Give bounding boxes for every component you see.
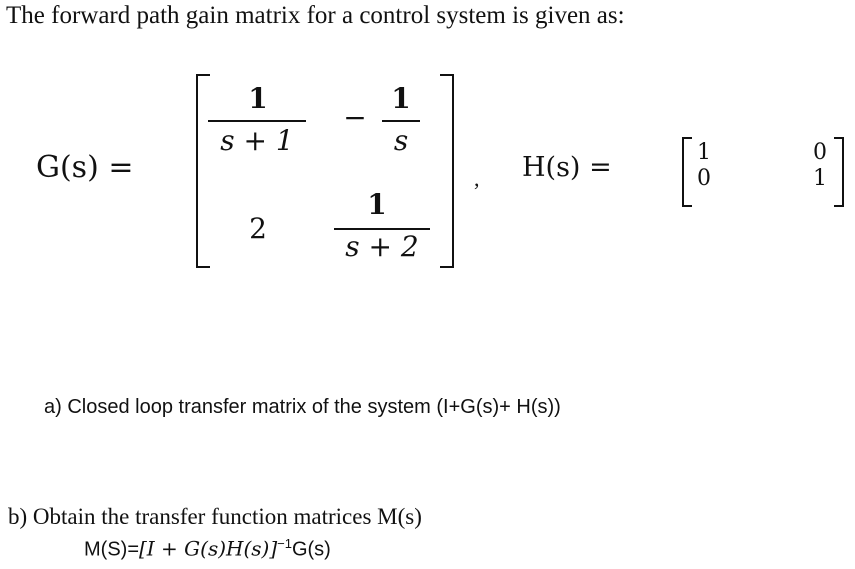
h-right-bracket [834,137,844,207]
g-r1c2-denominator [382,124,420,157]
h-col2 [810,140,830,192]
h-col2-row1: 0 [813,140,827,165]
g-left-bracket [196,74,210,268]
formula-prefix: M(S)= [84,538,139,561]
g-r1c1-bar [208,120,306,122]
g-r1c2-numerator: 1 [391,82,411,115]
g-matrix-label [36,150,133,185]
formula-math: [I + G(s)H(s)] [139,536,278,561]
h-matrix-label [522,152,612,183]
g-r2c1-value: 2 [249,212,267,245]
h-label-text: H(s) [522,152,581,183]
part-a-question: a) Closed loop transfer matrix of the system (I+G(s)+ H(s)) [44,396,561,418]
g-r1c2-den-text: s [393,124,409,157]
part-b-formula [84,536,331,562]
h-col1-row1: 1 [697,140,711,165]
matrix-separator-comma: , [474,166,480,191]
g-r1c1-denominator [204,124,310,157]
g-r2c2-den-text: s + 2 [345,230,419,263]
intro-text: The forward path gain matrix for a control system is given as: [6,2,625,29]
h-col1-row2: 0 [697,166,711,191]
g-r1c1-den-text: s + 1 [220,124,294,157]
g-right-bracket [440,74,454,268]
formula-exponent: −1 [277,536,292,551]
g-r1c2-bar [382,120,420,122]
h-left-bracket [682,137,692,207]
g-label-text: G(s) [36,150,99,185]
g-r2c2-numerator: 1 [367,188,387,221]
g-equals: = [108,150,134,185]
g-r2c2-denominator [330,230,434,263]
g-r1c2-sign: − [343,101,367,134]
part-b-question: b) Obtain the transfer function matrices M(s) [8,504,422,529]
formula-suffix: G(s) [291,538,331,561]
h-col1 [694,140,714,192]
h-col2-row2: 1 [813,166,827,191]
h-equals: = [589,152,612,183]
g-r1c1-numerator: 1 [248,82,268,115]
